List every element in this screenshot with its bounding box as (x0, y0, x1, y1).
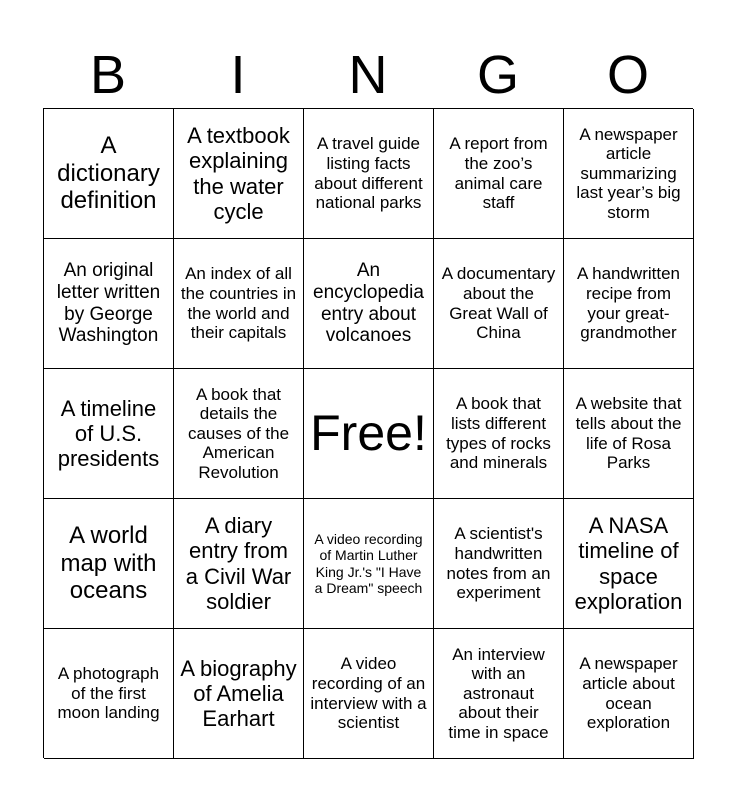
cell-text: A timeline of U.S. presidents (57, 395, 160, 472)
bingo-cell[interactable] (174, 369, 304, 499)
bingo-cell[interactable] (44, 629, 174, 759)
cell-text: A NASA timeline of space exploration (574, 512, 683, 614)
bingo-cell[interactable] (44, 109, 174, 239)
bingo-cell[interactable] (174, 499, 304, 629)
free-space-text: Free! (310, 404, 427, 461)
bingo-cell[interactable] (564, 499, 694, 629)
bingo-cell[interactable] (564, 369, 694, 499)
bingo-cell[interactable] (434, 239, 564, 369)
cell-text: A handwritten recipe from your great-grandmother (576, 264, 680, 343)
bingo-cell[interactable] (434, 629, 564, 759)
header-letter-b: B (89, 45, 127, 105)
cell-text: A photograph of the first moon landing (57, 664, 160, 723)
free-space-cell[interactable] (304, 369, 434, 499)
cell-text: A travel guide listing facts about different national parks (314, 134, 423, 213)
bingo-cell[interactable] (434, 369, 564, 499)
bingo-cell[interactable] (174, 629, 304, 759)
bingo-cell[interactable] (44, 369, 174, 499)
bingo-cell[interactable] (174, 109, 304, 239)
bingo-cell[interactable] (304, 239, 434, 369)
cell-text: A book that lists different types of rocks and minerals (446, 394, 551, 473)
cell-text: A book that details the causes of the American Revolution (187, 384, 290, 482)
bingo-cell[interactable] (304, 499, 434, 629)
bingo-cell[interactable] (304, 629, 434, 759)
bingo-cell[interactable] (304, 109, 434, 239)
cell-text: A diary entry from a Civil War soldier (185, 512, 292, 614)
cell-text: A video recording of an interview with a scientist (310, 654, 427, 733)
bingo-header (43, 42, 693, 108)
bingo-cell[interactable] (564, 109, 694, 239)
cell-text: A report from the zoo’s animal care staff (449, 134, 548, 213)
header-letter-g: G (476, 45, 519, 105)
bingo-cell[interactable] (564, 239, 694, 369)
cell-text: A world map with oceans (60, 522, 157, 605)
bingo-cell[interactable] (174, 239, 304, 369)
cell-text: A documentary about the Great Wall of China (441, 264, 556, 343)
cell-text: An interview with an astronaut about their time in space (448, 644, 549, 742)
bingo-cell[interactable] (44, 499, 174, 629)
header-letter-n: N (348, 45, 388, 105)
cell-text: A biography of Amelia Earhart (180, 655, 297, 732)
cell-text: An original letter written by George Washington (56, 259, 161, 347)
cell-text: A newspaper article about ocean exploration (579, 654, 678, 733)
header-letter-i: I (230, 45, 246, 105)
cell-text: A newspaper article summarizing last year’s big storm (576, 124, 681, 222)
cell-text: A website that tells about the life of Rosa Parks (575, 394, 682, 473)
bingo-cell[interactable] (434, 109, 564, 239)
cell-text: A video recording of Martin Luther King Jr.'s "I Have a Dream" speech (314, 531, 423, 596)
cell-text: A textbook explaining the water cycle (187, 122, 290, 224)
cell-text: A scientist's handwritten notes from an experiment (446, 524, 551, 603)
bingo-cell[interactable] (434, 499, 564, 629)
cell-text: An encyclopedia entry about volcanoes (313, 259, 424, 347)
cell-text: An index of all the countries in the world and their capitals (180, 264, 297, 343)
bingo-cell[interactable] (44, 239, 174, 369)
bingo-grid (43, 108, 693, 758)
header-letter-o: O (606, 45, 649, 105)
cell-text: A dictionary definition (57, 132, 160, 215)
bingo-cell[interactable] (564, 629, 694, 759)
